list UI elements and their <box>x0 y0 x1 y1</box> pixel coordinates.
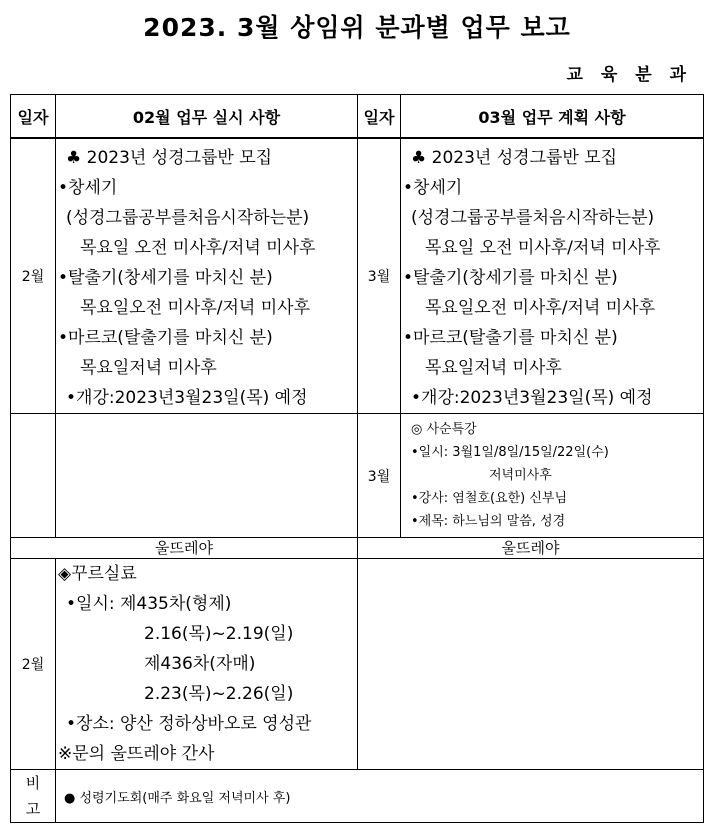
list-item: •마르코(탈출기를 마치신 분) <box>58 328 273 348</box>
header-done: 02월 업무 실시 사항 <box>56 95 358 139</box>
band-left: 울뜨레야 <box>11 538 358 559</box>
list-item: 2.23(목)~2.26(일) <box>144 684 294 704</box>
section2-row <box>11 414 704 538</box>
list-item: 제436차(자매) <box>144 654 256 674</box>
list-item: •탈출기(창세기를 마치신 분) <box>58 268 273 288</box>
list-item: •개강:2023년3월23일(목) 예정 <box>411 388 653 408</box>
section1-row <box>11 138 704 414</box>
report-table <box>10 94 704 823</box>
section3-right-content <box>358 559 704 770</box>
list-item: •강사: 염철호(요한) 신부님 <box>411 491 568 506</box>
department-label: 교 육 분 과 <box>566 65 692 85</box>
note-label-top: 비 <box>25 774 41 792</box>
list-item: •장소: 양산 정하상바오로 영성관 <box>66 714 312 734</box>
list-item: 목요일저녁 미사후 <box>425 358 562 378</box>
note-label <box>11 770 56 823</box>
list-item: ※문의 울뜨레야 간사 <box>58 744 215 764</box>
list-item: 목요일 오전 미사후/저녁 미사후 <box>425 238 661 258</box>
section3-left-content <box>56 559 358 770</box>
list-item: ♣ 2023년 성경그룹반 모집 <box>411 148 618 168</box>
list-item: 목요일오전 미사후/저녁 미사후 <box>80 298 311 318</box>
note-label-bottom: 고 <box>25 800 41 818</box>
list-item: •탈출기(창세기를 마치신 분) <box>403 268 618 288</box>
header-date-left: 일자 <box>11 95 56 139</box>
list-item: (성경그룹공부를처음시작하는분) <box>411 208 655 228</box>
section2-left-date <box>11 414 56 538</box>
list-item: •창세기 <box>403 178 463 198</box>
section2-right-date: 3월 <box>358 414 401 538</box>
list-item: 목요일오전 미사후/저녁 미사후 <box>425 298 656 318</box>
list-item: •마르코(탈출기를 마치신 분) <box>403 328 618 348</box>
list-item: ◎ 사순특강 <box>411 422 477 437</box>
list-item: 목요일저녁 미사후 <box>80 358 217 378</box>
list-item: 2.16(목)~2.19(일) <box>144 624 294 644</box>
list-item: ◈꾸르실료 <box>58 564 137 584</box>
list-item: 저녁미사후 <box>489 468 552 483</box>
section2-right-content <box>401 414 704 538</box>
section3-left-date: 2월 <box>11 559 56 770</box>
header-date-right: 일자 <box>358 95 401 139</box>
section1-left-date: 2월 <box>11 138 56 414</box>
list-item: •창세기 <box>58 178 118 198</box>
section1-right-date: 3월 <box>358 138 401 414</box>
list-item: •일시: 3월1일/8일/15일/22일(수) <box>411 445 609 460</box>
section2-left-content <box>56 414 358 538</box>
band-right: 울뜨레야 <box>358 538 704 559</box>
list-item: •개강:2023년3월23일(목) 예정 <box>66 388 308 408</box>
section3-row <box>11 559 704 770</box>
header-row <box>11 95 704 139</box>
band-row <box>11 538 704 559</box>
header-plan: 03월 업무 계획 사항 <box>401 95 704 139</box>
list-item: •제목: 하느님의 말씀, 성경 <box>411 514 566 529</box>
section1-left-content <box>56 138 358 414</box>
note-text: ● 성령기도회(매주 화요일 저녁미사 후) <box>56 770 704 823</box>
list-item: (성경그룹공부를처음시작하는분) <box>66 208 310 228</box>
list-item: 목요일 오전 미사후/저녁 미사후 <box>80 238 316 258</box>
list-item: •일시: 제435차(형제) <box>66 594 232 614</box>
note-row <box>11 770 704 823</box>
section1-right-content <box>401 138 704 414</box>
page-title: 2023. 3월 상임위 분과별 업무 보고 <box>143 13 571 42</box>
list-item: ♣ 2023년 성경그룹반 모집 <box>66 148 273 168</box>
